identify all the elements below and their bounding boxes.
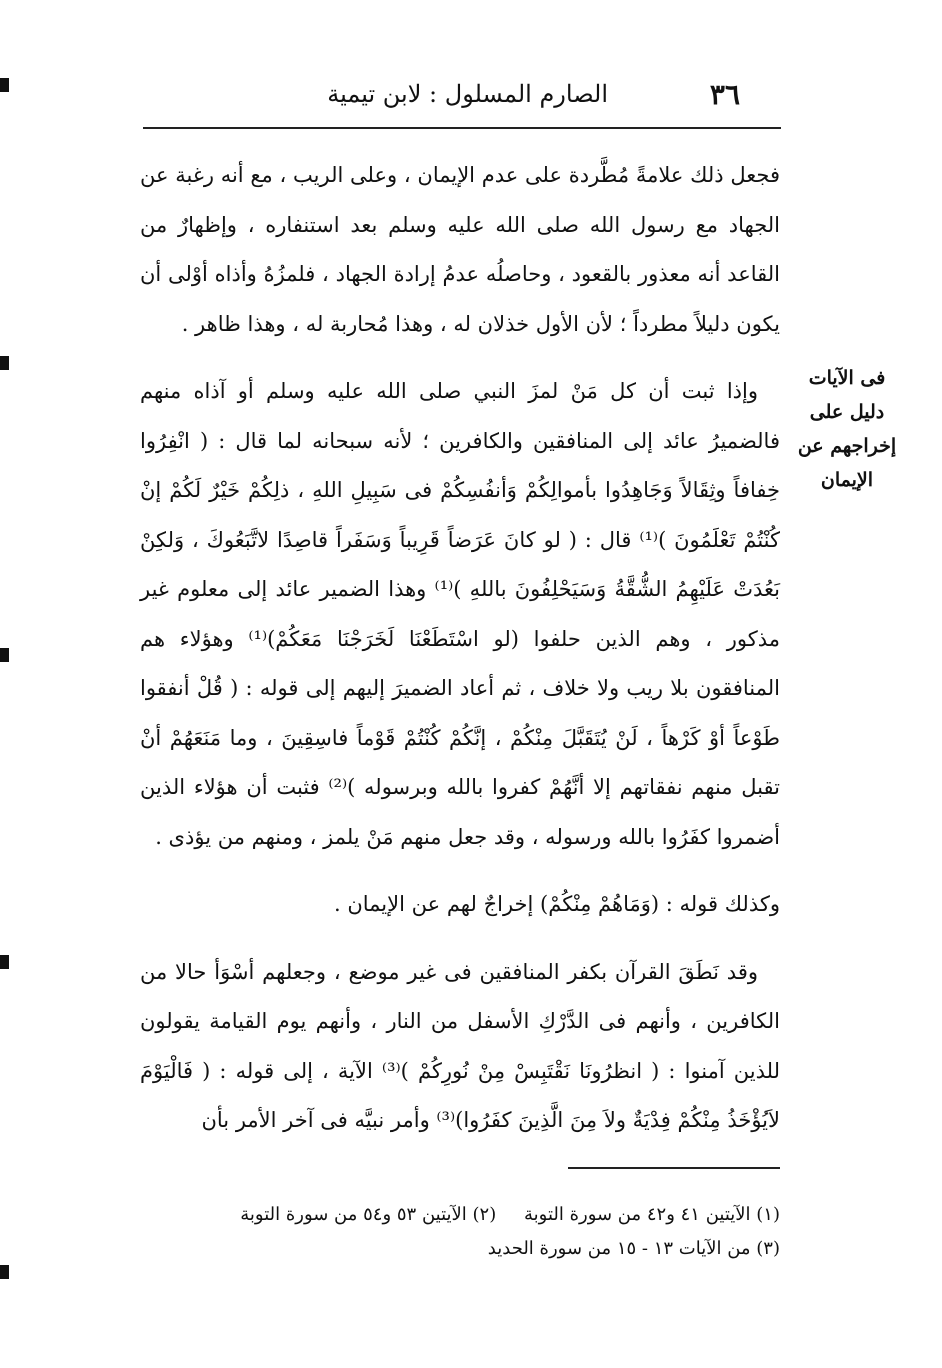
footnote-row — [140, 1198, 780, 1232]
page-edge-mark — [0, 78, 9, 92]
page-header — [327, 78, 740, 118]
paragraph: فجعل ذلك علامةً مُطَّردة على عدم الإيمان ، وعلى الريب ، مع أنه رغبة عن الجهاد مع رسول الله صلى الله عليه وسلم بعد استنفاره ، وإظهارٌ من القاعد أنه معذور بالقعود ، وحاصلُه عدمُ إرادة الجهاد ، فلمزُهُ وأذاه أوْلى أن يكون دليلاً مطرداً ؛ لأن الأول خذلان له ، وهذا مُحاربة له ، وهذا ظاهر . — [140, 163, 780, 336]
margin-note: فى الآيات دليل على إخراجهم عن الإيمان — [797, 367, 897, 491]
footnote-row — [140, 1232, 780, 1266]
page-edge-mark — [0, 1265, 9, 1279]
running-title: الصارم المسلول : لابن تيمية — [327, 80, 608, 108]
paragraph: وإذا ثبت أن كل مَنْ لمزَ النبي صلى الله عليه وسلم أو آذاه منهم فالضميرُ عائد إلى المنافقين والكافرين ؛ لأنه سبحانه لما قال : ( انْفِرُوا خِفافاً وثِقَالاً وَجَاهِدُوا بأموالِكُمْ وَأنفُسِكُمْ فى سَبِيلِ اللهِ ، ذلِكُمْ خَيْرٌ لَكُمْ إنْ كُنْتُمْ تَعْلَمُونَ )⁽¹⁾ قال : ( لو كانَ عَرَضاً قَرِيباً وَسَفَراً قاصِدًا لاتَّبَعُوكَ ، وَلكِنْ بَعُدَتْ عَلَيْهِمُ الشُّقَّةُ وَسَيَحْلِفُونَ باللهِ )⁽¹⁾ وهذا الضمير عائد إلى معلوم غير مذكور ، وهم الذين حلفوا (لو اسْتَطَعْنَا لَخَرَجْنَا مَعَكُمْ)⁽¹⁾ وهؤلاء هم المنافقون بلا ريب ولا خلاف ، ثم أعاد الضميرَ إليهم إلى قوله : ( قُلْ أنفقوا طَوْعاً أوْ كَرْهاً ، لَنْ يُتَقَبَّلَ مِنْكُمْ ، إنَّكُمْ كُنْتُمْ قَوْماً فاسِقِينَ ، وما مَنَعَهُمْ أنْ تقبل منهم نفقاتهم إلا أنَّهُمْ كفروا بالله وبرسوله )⁽²⁾ فثبت أن هؤلاء الذين أضمروا كفَرُوا بالله ورسوله ، وقد جعل منهم مَنْ يلمز ، ومنهم من يؤذى . — [140, 379, 780, 849]
footnote-divider — [568, 1167, 780, 1169]
paragraph: وكذلك قوله : (وَمَاهُمْ مِنْكُمْ) إخراجٌ لهم عن الإيمان . — [334, 892, 780, 916]
header-divider — [143, 127, 781, 129]
footnote-2: (٢) الآيتين ٥٣ و٥٤ من سورة التوبة — [240, 1204, 497, 1225]
footnote-1: (١) الآيتين ٤١ و٤٢ من سورة التوبة — [523, 1204, 780, 1225]
footnote-3: (٣) من الآيات ١٣ - ١٥ من سورة الحديد — [487, 1238, 780, 1259]
page-number: ٣٦ — [709, 78, 740, 111]
page-edge-mark — [0, 356, 9, 370]
body-text — [140, 151, 780, 1146]
page-edge-mark — [0, 648, 9, 662]
footnotes — [140, 1198, 780, 1266]
page-edge-mark — [0, 955, 9, 969]
paragraph: وقد نَطَقَ القرآن بكفر المنافقين فى غير موضع ، وجعلهم أسْوَأ حالا من الكافرين ، وأنهم فى الدَّرْكِ الأسفل من النار ، وأنهم يوم القيامة يقولون للذين آمنوا : ( انظرُونَا نَقْتَبِسْ مِنْ نُورِكُمْ )⁽³⁾ الآية ، إلى قوله : ( فَالْيَوْمَ لاَيُؤْخَذُ مِنْكُمْ فِدْيَةٌ ولاَ مِنَ الَّذِينَ كفَرُوا)⁽³⁾ وأمر نبيَّه فى آخر الأمر بأن — [140, 959, 780, 1132]
